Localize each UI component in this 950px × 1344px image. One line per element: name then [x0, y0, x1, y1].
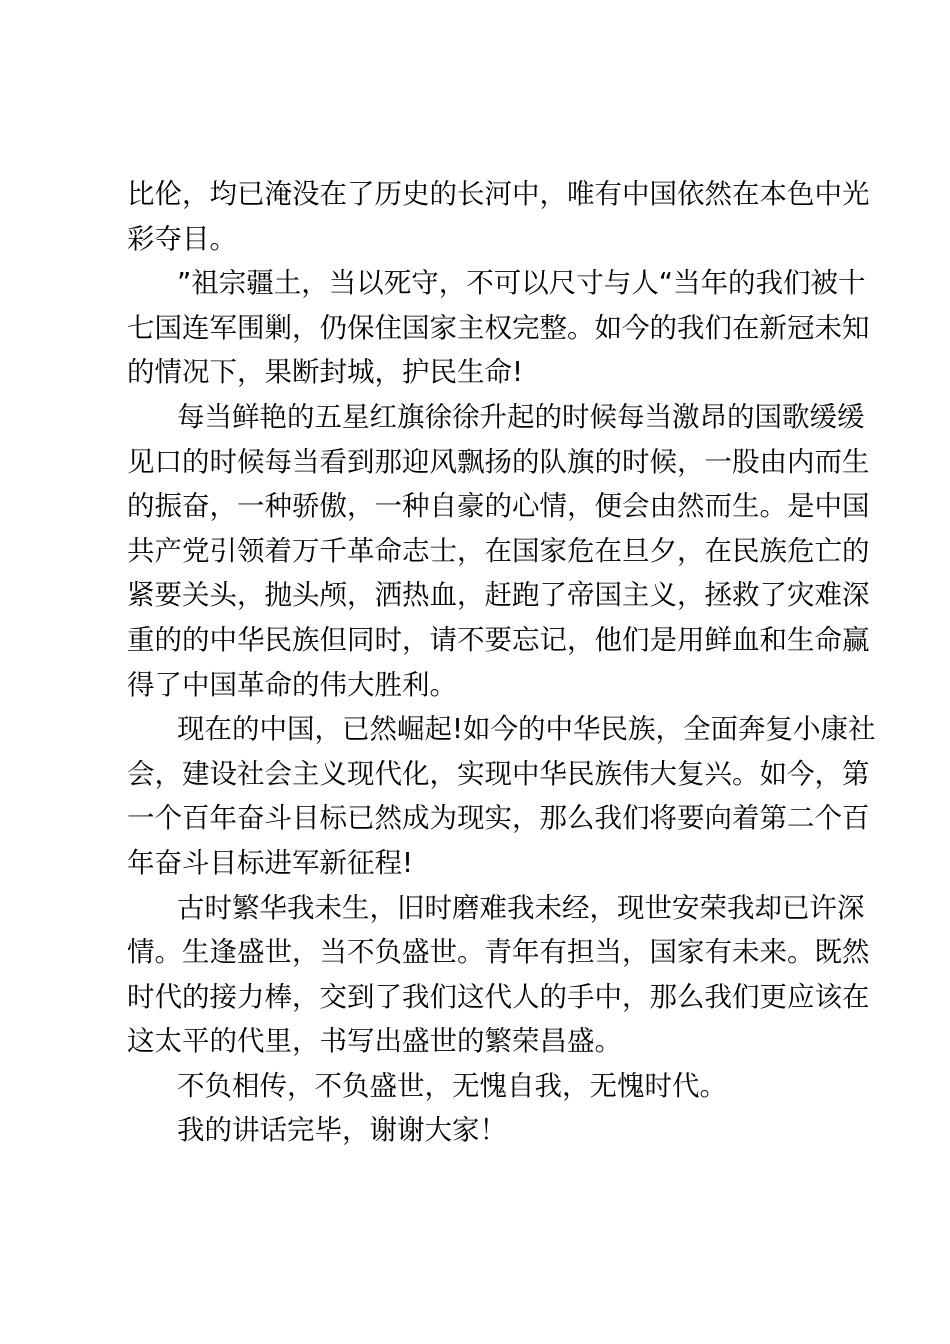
- text-line: ”祖宗疆土，当以死守，不可以尺寸与人“当年的我们被十: [177, 267, 866, 300]
- text-line: 这太平的代里，书写出盛世的繁荣昌盛。: [127, 1025, 622, 1058]
- text-line: 一个百年奋斗目标已然成为现实，那么我们将要向着第二个百: [127, 802, 870, 835]
- text-line: 共产党引领着万千革命志士，在国家危在旦夕，在民族危亡的: [127, 534, 870, 567]
- text-line: 的振奋，一种骄傲，一种自豪的心情，便会由然而生。是中国: [127, 490, 870, 523]
- paragraph: [127, 1064, 833, 1109]
- text-line: 彩夺目。: [127, 222, 237, 255]
- text-line: 重的的中华民族但同时，请不要忘记，他们是用鲜血和生命赢: [127, 623, 870, 656]
- text-line: 现在的中国，已然崛起!如今的中华民族，全面奔复小康社: [177, 713, 876, 746]
- text-line: 年奋斗目标进军新征程!: [127, 846, 414, 879]
- paragraph: [127, 172, 870, 261]
- text-line: 七国连军围剿，仍保住国家主权完整。如今的我们在新冠未知: [127, 311, 870, 344]
- text-line: 情。生逢盛世，当不负盛世。青年有担当，国家有未来。既然: [127, 936, 870, 969]
- paragraph: [127, 707, 876, 885]
- text-line: 的情况下，果断封城，护民生命!: [127, 356, 524, 389]
- paragraph: [127, 1108, 833, 1153]
- text-line: 时代的接力棒，交到了我们这代人的手中，那么我们更应该在: [127, 980, 870, 1013]
- text-line: 紧要关头，抛头颅，洒热血，赶跑了帝国主义，拯救了灾难深: [127, 579, 870, 612]
- text-line: 得了中国革命的伟大胜利。: [127, 668, 457, 701]
- text-line: 每当鲜艳的五星红旗徐徐升起的时候每当激昂的国歌缓缓: [177, 400, 865, 433]
- text-line: 会，建设社会主义现代化，实现中华民族伟大复兴。如今，第: [127, 757, 870, 790]
- paragraph: [127, 261, 870, 395]
- text-line: 见口的时候每当看到那迎风飘扬的队旗的时候，一股由内而生: [127, 445, 870, 478]
- text-line: 古时繁华我未生，旧时磨难我未经，现世安荣我却已许深: [177, 891, 865, 924]
- text-line: 不负相传，不负盛世，无愧自我，无愧时代。: [177, 1069, 727, 1102]
- document-body: [127, 172, 876, 1153]
- text-line: 比伦，均已淹没在了历史的长河中，唯有中国依然在本色中光: [127, 178, 870, 210]
- paragraph: [127, 395, 870, 707]
- paragraph: [127, 886, 870, 1064]
- closing-line: 我的讲话完毕，谢谢大家！: [177, 1114, 507, 1147]
